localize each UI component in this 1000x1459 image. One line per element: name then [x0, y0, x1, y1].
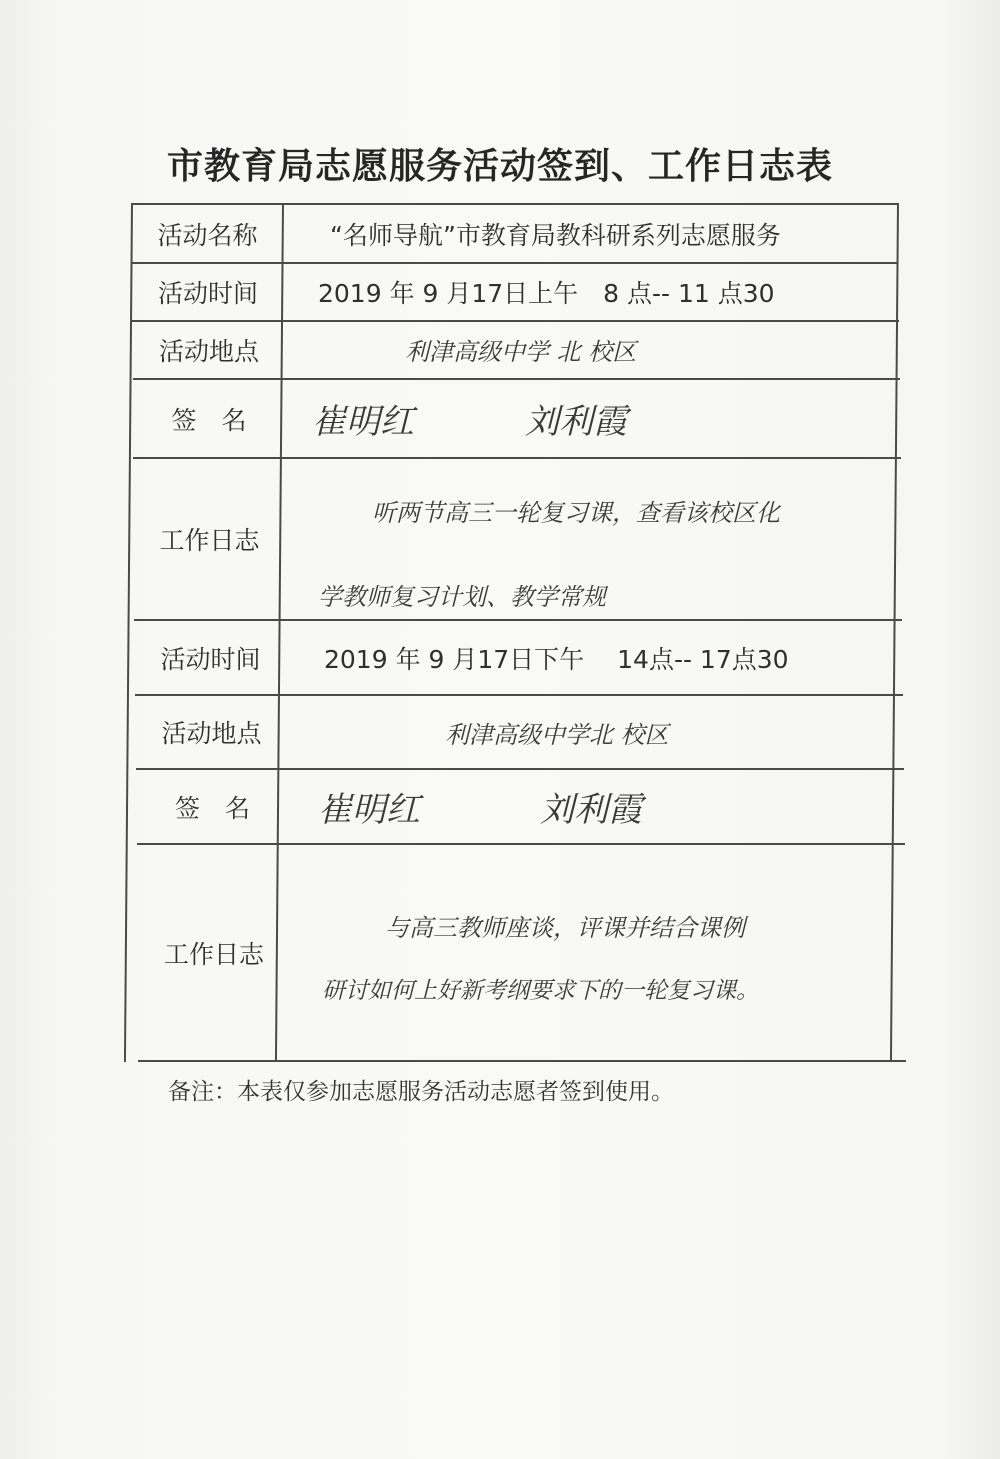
activity-time-label: 活动时间 — [157, 278, 258, 308]
table-border-left — [124, 203, 133, 1062]
signature-label: 签 名 — [174, 793, 250, 823]
activity-time-value: 2019 年 9 月17日下午 14点-- 17点30 — [324, 644, 789, 674]
activity-place-label: 活动地点 — [158, 336, 259, 366]
work-log-label: 工作日志 — [159, 526, 260, 555]
work-log-line-2: 学教师复习计划、教学常规 — [318, 582, 606, 611]
activity-time-label: 活动时间 — [160, 644, 261, 674]
signature-name-1: 崔明红 — [318, 790, 420, 830]
signature-name-1: 崔明红 — [312, 402, 414, 442]
signature-name-2: 刘利霞 — [525, 402, 627, 442]
activity-place-label: 活动地点 — [161, 719, 262, 748]
activity-place-value: 利津高级中学 北 校区 — [405, 338, 637, 366]
work-log-label: 工作日志 — [163, 939, 264, 969]
activity-place-value: 利津高级中学北 校区 — [445, 720, 669, 749]
table-border-bottom — [138, 1060, 906, 1062]
activity-name-value: “名师导航”市教育局教科研系列志愿服务 — [330, 220, 781, 250]
footnote: 备注：本表仅参加志愿服务活动志愿者签到使用。 — [168, 1079, 674, 1105]
activity-time-value: 2019 年 9 月17日上午 8 点-- 11 点30 — [318, 278, 775, 308]
form-title: 市教育局志愿服务活动签到、工作日志表 — [166, 145, 833, 187]
signature-label: 签 名 — [171, 405, 247, 435]
signature-name-2: 刘利霞 — [540, 790, 642, 830]
activity-name-label: 活动名称 — [157, 220, 258, 250]
work-log-line-1: 与高三教师座谈，评课并结合课例 — [385, 913, 745, 942]
work-log-line-1: 听两节高三一轮复习课，查看该校区化 — [372, 498, 780, 527]
work-log-line-2: 研讨如何上好新考纲要求下的一轮复习课。 — [322, 977, 759, 1004]
